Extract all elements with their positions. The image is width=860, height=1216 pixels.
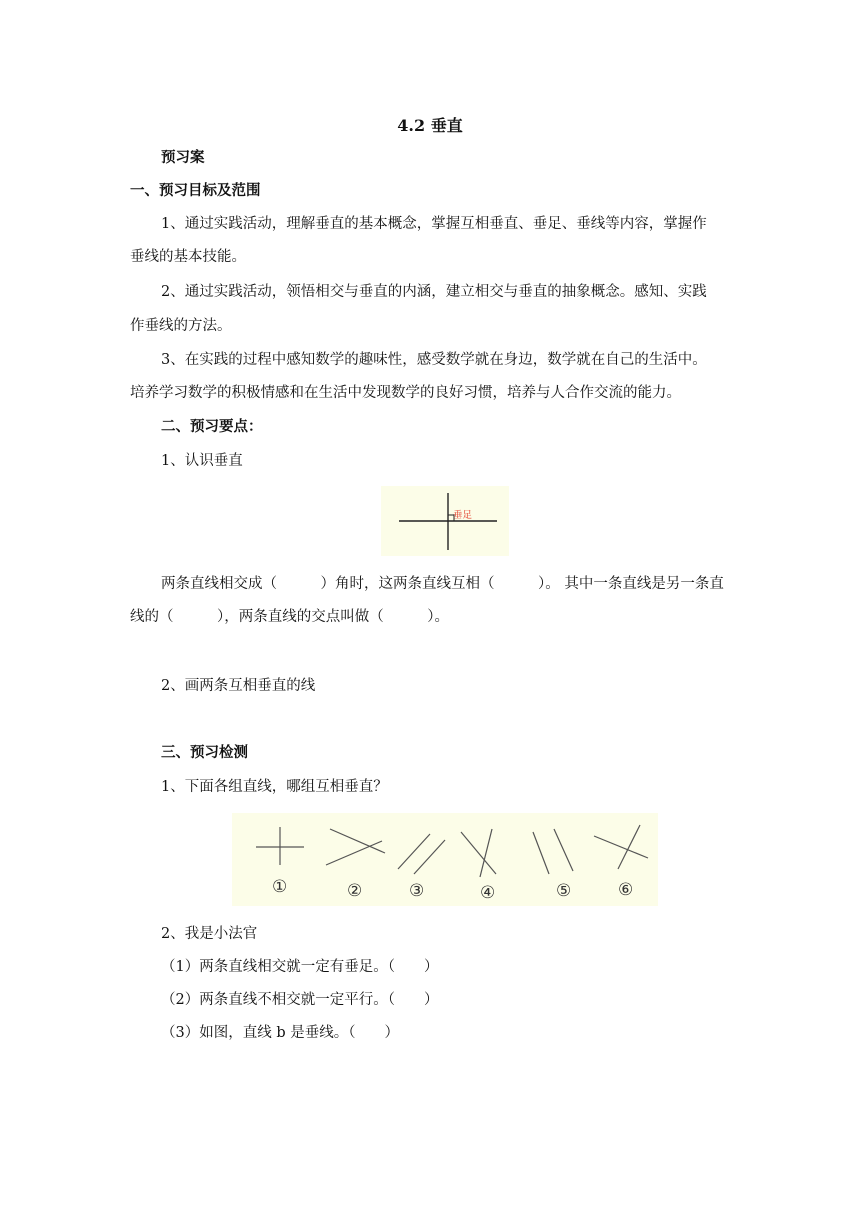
goal2-line2: 作垂线的方法。 <box>130 318 232 334</box>
judge-item1: （1）两条直线相交就一定有垂足。（ ） <box>161 959 439 975</box>
label-group6: ⑥ <box>618 880 634 900</box>
label-group1: ① <box>272 877 288 897</box>
label-group4: ④ <box>480 883 496 903</box>
goal3-line1: 3、在实践的过程中感知数学的趣味性，感受数学就在身边，数学就在自己的生活中。 <box>161 352 707 368</box>
item1-recognize-perpendicular: 1、认识垂直 <box>161 453 243 469</box>
line-groups-figure <box>232 813 658 906</box>
group2-line-a <box>330 829 385 853</box>
group3-line-b <box>414 840 445 874</box>
preview-heading: 预习案 <box>161 149 205 166</box>
section3-heading: 三、预习检测 <box>161 744 248 761</box>
group4-line-b <box>480 829 492 877</box>
group5-line-a <box>533 832 549 874</box>
group2-line-b <box>326 841 382 865</box>
question1: 1、下面各组直线，哪组互相垂直？ <box>161 779 388 795</box>
judge-item2: （2）两条直线不相交就一定平行。（ ） <box>161 992 439 1008</box>
fill-blank-line1: 两条直线相交成（ ）角时，这两条直线互相（ ）。 其中一条直线是另一条直 <box>161 576 724 592</box>
group4-line-a <box>461 832 496 874</box>
label-group3: ③ <box>409 881 425 901</box>
judge-item3: （3）如图，直线 b 是垂线。（ ） <box>161 1025 399 1041</box>
item2-draw-perpendicular: 2、画两条互相垂直的线 <box>161 678 316 694</box>
group5-line-b <box>554 829 573 871</box>
goal3-line2: 培养学习数学的积极情感和在生活中发现数学的良好习惯，培养与人合作交流的能力。 <box>130 385 681 401</box>
goal1-line2: 垂线的基本技能。 <box>130 249 246 265</box>
label-group5: ⑤ <box>556 881 572 901</box>
label-group2: ② <box>347 881 363 901</box>
group6-line-a <box>594 836 648 858</box>
page-title: 4.2 垂直 <box>397 116 463 135</box>
goal1-line1: 1、通过实践活动，理解垂直的基本概念，掌握互相垂直、垂足、垂线等内容，掌握作 <box>161 216 707 232</box>
fill-blank-line2: 线的（ ），两条直线的交点叫做（ ）。 <box>130 609 449 625</box>
group3-line-a <box>398 834 430 869</box>
goal2-line1: 2、通过实践活动，领悟相交与垂直的内涵，建立相交与垂直的抽象概念。感知、实践 <box>161 284 707 300</box>
perpendicular-figure <box>381 486 509 556</box>
foot-label: 垂足 <box>453 510 473 521</box>
question2: 2、我是小法官 <box>161 926 258 942</box>
section2-heading: 二、预习要点： <box>161 418 263 435</box>
section1-heading: 一、预习目标及范围 <box>130 182 261 199</box>
